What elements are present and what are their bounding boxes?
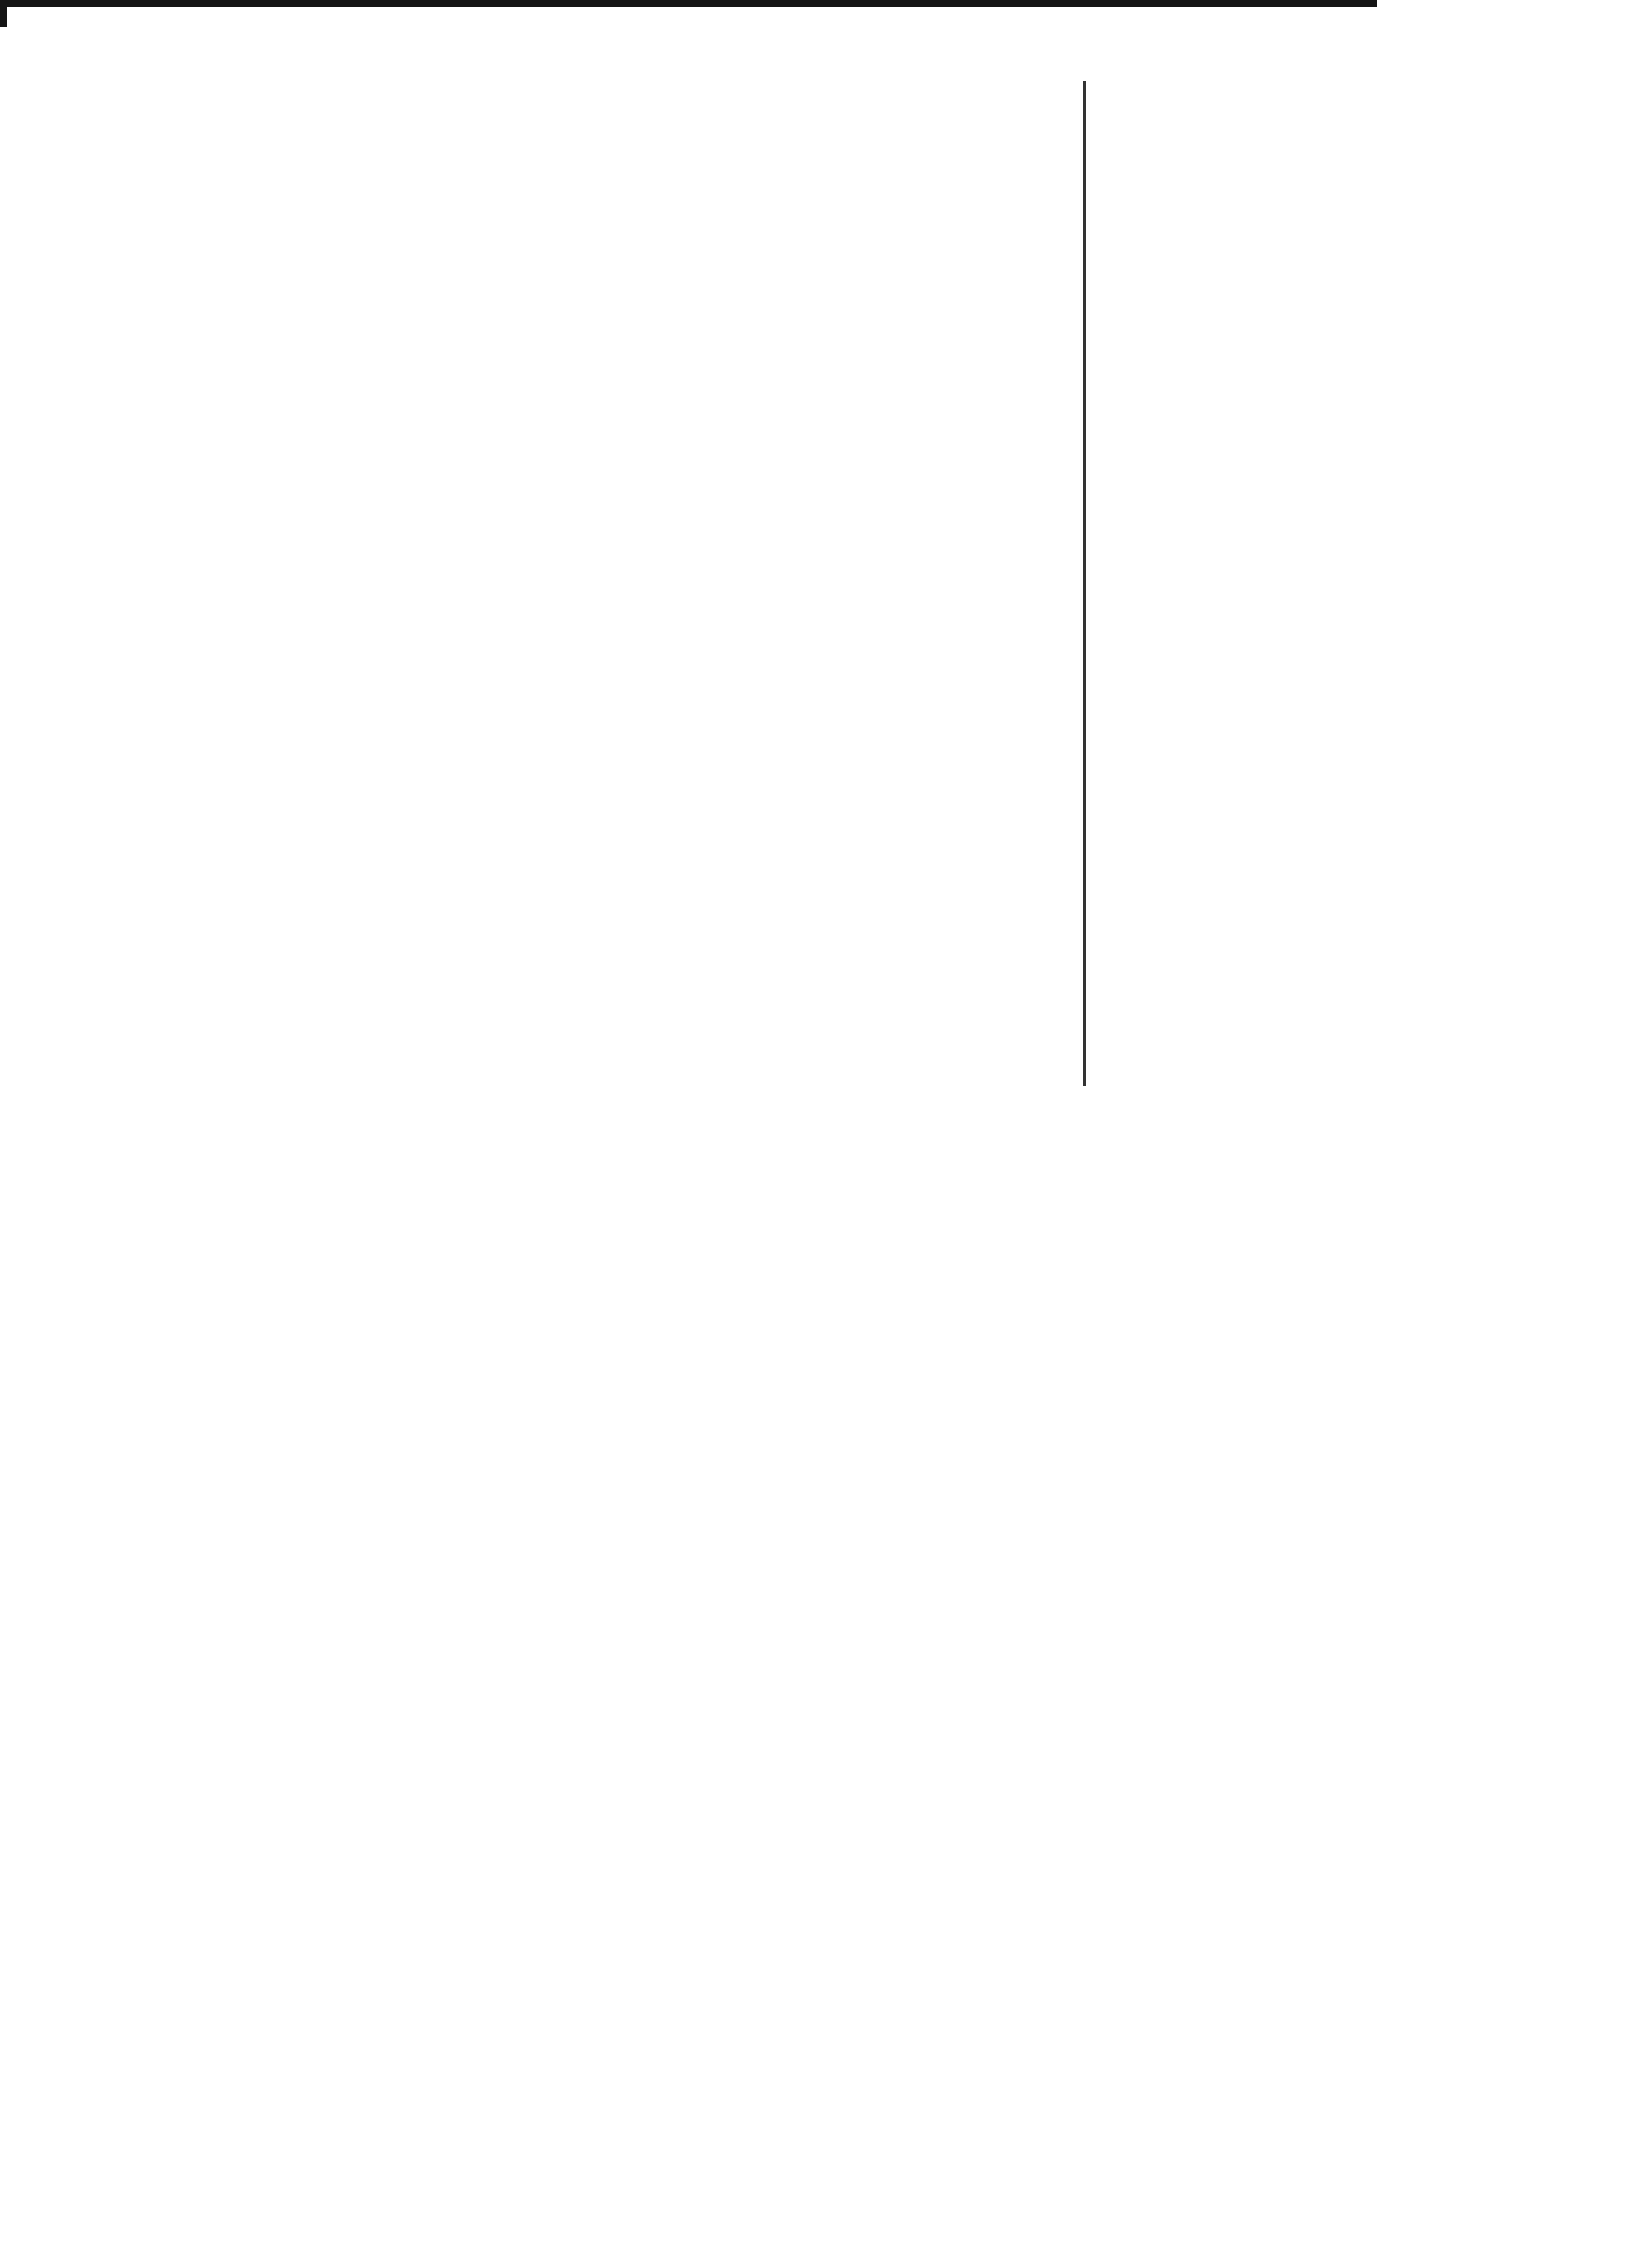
header-rule: [1083, 81, 1086, 1086]
